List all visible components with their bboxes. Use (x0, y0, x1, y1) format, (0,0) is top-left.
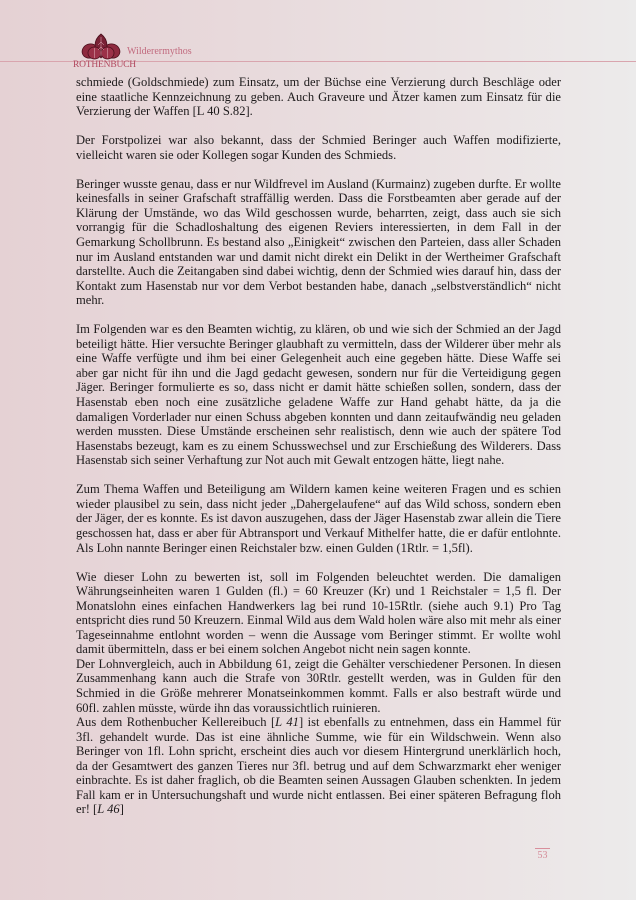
page-number-rule (535, 848, 550, 849)
text-run: Der Lohnvergleich, auch in Abbildung 61, zeigt die Gehälter verschiedener Personen. In diesen Zusammenhang kann auch die Strafe von 30Rtlr. gestellt werden, was in Gulden für den Schmied in die Größe mehrerer Monatseinkommen kommt. Falls er also bestraft würde und 60fl. zahlen müsste, würde ihn das voraussichtlich ruinieren. (76, 656, 561, 715)
logo-text: ROTHENBUCH (73, 60, 136, 70)
paragraph (76, 177, 561, 308)
paragraph (76, 482, 561, 555)
rothenbuch-logo (73, 33, 136, 73)
text-run: schmiede (Goldschmiede) zum Einsatz, um der Büchse eine Verzierung durch Beschläge oder eine staatliche Kennzeichnung zu geben. Auch Graveure und Ätzer kamen zum Einsatz für die Verzierung der Waffen [L 40 S.82]. (76, 75, 561, 119)
reference-italic: L 46 (97, 802, 120, 817)
paragraph (76, 657, 561, 715)
text-run: ] (119, 802, 124, 817)
text-run: ] ist ebenfalls zu entnehmen, dass ein Hammel für 3fl. gehandelt wurde. Das ist eine ähnliche Summe, wie für ein Wildschwein. Wenn also Beringer von 1fl. Lohn spricht, erscheint dies auch vor diesem Hintergrund unerklärlich hoch, da der Gesamtwert des ganzen Tieres nur 3fl. betrug und auf dem Schwarzmarkt eher weniger einbrachte. Es ist daher fraglich, ob die Beamten seinen Aussagen Glauben schenkten. In jedem Fall kam er in Untersuchungshaft und wurde nicht entlassen. Bei einer späteren Befragung floh er! [ (76, 715, 561, 817)
paragraph (76, 133, 561, 162)
text-run: Der Forstpolizei war also bekannt, dass der Schmied Beringer auch Waffen modifizierte, vielleicht waren sie oder Kollegen sogar Kunden des Schmieds. (76, 133, 561, 162)
reference-italic: L 41 (275, 715, 299, 730)
leaves-logo-icon (81, 33, 121, 61)
running-title: Wilderermythos (127, 46, 192, 57)
text-run: Im Folgenden war es den Beamten wichtig, zu klären, ob und wie sich der Schmied an der Jagd beteiligt hätte. Hier versuchte Beringer glaubhaft zu vermitteln, dass der Wilderer über mehr als eine Waffe verfügte und ihm bei einer Gelegenheit auch eine gegeben hätte. Diese Waffe sei aber gar nicht für ihn und die Jagd gedacht gewesen, sondern nur für die Verteidigung gegen Jäger. Beringer formulierte es so, dass nicht er damit hätte schießen sollen, sondern, dass der Hasenstab eben noch eine zusätzliche geladene Waffe zur Hand gehabt hätte, da ja die damaligen Vorderlader nur einen Schuss abgeben konnten und dann zeitaufwändig neu geladen werden mussten. Diese Umstände erscheinen sehr realistisch, denn wie auch der spätere Tod Hasenstabs bezeugt, kam es zu einem Schusswechsel und zur Erschießung des Wilderers. Dass Hasenstab sich seiner Verhaftung zur Not auch mit Gewalt entzogen hätte, liegt nahe. (76, 322, 561, 468)
paragraph (76, 715, 561, 817)
text-run: Zum Thema Waffen und Beteiligung am Wildern kamen keine weiteren Fragen und es schien wieder plausibel zu sein, dass nicht jeder „Dahergelaufene“ auf das Wild schoss, sondern eben der Jäger, der es konnte. Es ist davon auszugehen, dass der Jäger Hasenstab zwar allein die Tiere geschossen hat, dass er aber für Abtransport und Verkauf Mithelfer hatte, die er dafür entlohnte. Als Lohn nannte Beringer einen Reichstaler bzw. einen Gulden (1Rtlr. = 1,5fl). (76, 482, 561, 555)
text-run: Wie dieser Lohn zu bewerten ist, soll im Folgenden beleuchtet werden. Die damaligen Währungseinheiten waren 1 Gulden (fl.) = 60 Kreuzer (Kr) und 1 Reichstaler = 1,5 fl. Der Monatslohn eines einfachen Handwerkers lag bei rund 10-15Rtlr. (siehe auch 9.1) Pro Tag entspricht dies rund 50 Kreuzern. Einmal Wild aus dem Wald holen wäre also mit mehr als einer Tageseinnahme entlohnt worden – wenn die Aussage vom Beringer stimmt. Er wollte wohl damit übermitteln, dass er bei einem solchen Angebot nicht nein sagen konnte. (76, 569, 561, 657)
paragraph (76, 75, 561, 119)
paragraph (76, 322, 561, 467)
page-number: 53 (537, 850, 548, 861)
paragraph (76, 570, 561, 657)
text-run: Aus dem Rothenbucher Kellereibuch [ (76, 715, 276, 730)
body-text (76, 75, 561, 817)
text-run: Beringer wusste genau, dass er nur Wildfrevel im Ausland (Kurmainz) zugeben durfte. Er wollte keinesfalls in seiner Grafschaft straffällig werden. Dass die Forstbeamten aber gerade auf der Klärung der Umstände, wo das Wild geschossen wurde, beharrten, zeigt, dass auch sie sich vorrangig für die Schadloshaltung des eigenen Reviers interessierten, in dem Fall in der Gemarkung Schollbrunn. Es bestand also „Einigkeit“ zwischen den Parteien, dass aller Schaden nur im Ausland entstanden war und damit nicht direkt ein Delikt in der Wertheimer Grafschaft darstellte. Auch die Zeitangaben sind dabei wichtig, denn der Schmied wies darauf hin, dass der Kontakt zum Hasenstab nur vor dem Verbot bestanden habe, danach „selbstverständlich“ nicht mehr. (76, 176, 561, 308)
